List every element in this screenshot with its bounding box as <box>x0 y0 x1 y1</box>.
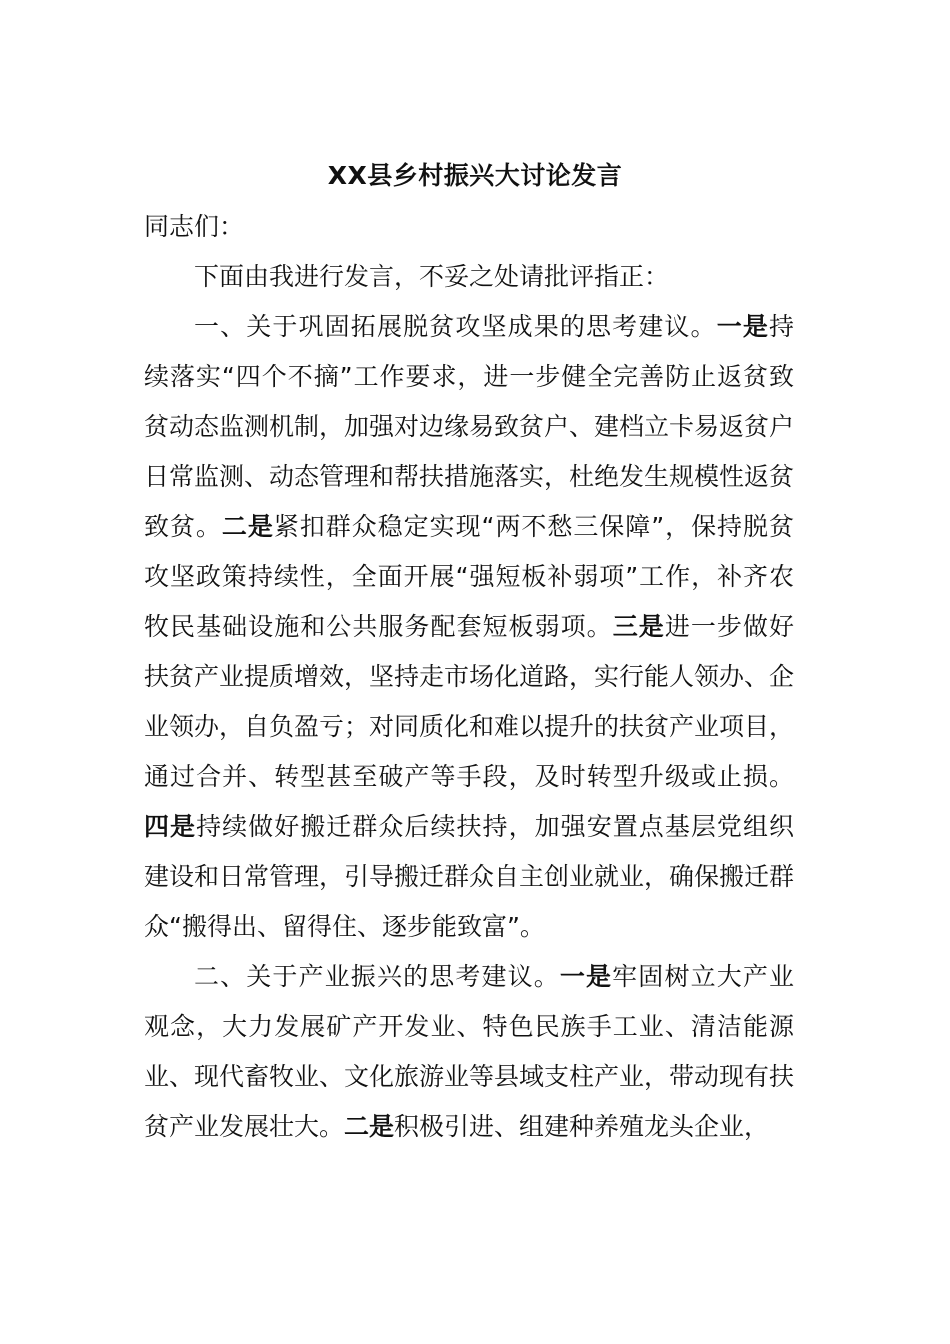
section-2-paragraph <box>144 952 794 1152</box>
section-1-label-1: 一是 <box>716 312 769 341</box>
document-body <box>144 202 794 1152</box>
section-1-point-2: 紧扣群众稳定实现“两不愁三保障”，保持脱贫攻坚政策持续性，全面开展“强短板补弱项”工作，补齐农牧民基础设施和公共服务配套短板弱项。 <box>144 512 794 641</box>
section-1-point-3: 进一步做好扶贫产业提质增效，坚持走市场化道路，实行能人领办、企业领办，自负盈亏；对同质化和难以提升的扶贫产业项目，通过合并、转型甚至破产等手段，及时转型升级或止损。 <box>144 612 795 791</box>
document-title: XX县乡村振兴大讨论发言 <box>327 161 623 190</box>
intro-paragraph: 下面由我进行发言，不妥之处请批评指正： <box>194 262 670 291</box>
section-1-label-4: 四是 <box>144 812 197 841</box>
section-2-point-2: 积极引进、组建种养殖龙头企业， <box>394 1112 770 1141</box>
section-1-point-4: 持续做好搬迁群众后续扶持，加强安置点基层党组织建设和日常管理，引导搬迁群众自主创业就业，确保搬迁群众“搬得出、留得住、逐步能致富”。 <box>144 812 795 941</box>
section-1-paragraph <box>144 302 794 952</box>
section-2-label-1: 一是 <box>559 962 613 991</box>
section-2-point-1: 牢固树立大产业观念，大力发展矿产开发业、特色民族手工业、清洁能源业、现代畜牧业、文化旅游业等县域支柱产业，带动现有扶贫产业发展壮大。 <box>144 962 795 1141</box>
section-1-label-3: 三是 <box>612 612 665 641</box>
salutation: 同志们： <box>144 212 245 241</box>
section-1-heading: 一、关于巩固拓展脱贫攻坚成果的思考建议。 <box>194 312 717 341</box>
section-2-heading: 二、关于产业振兴的思考建议。 <box>194 962 560 991</box>
section-1-label-2: 二是 <box>221 512 274 541</box>
section-1-point-1: 持续落实“四个不摘”工作要求，进一步健全完善防止返贫致贫动态监测机制，加强对边缘易致贫户、建档立卡易返贫户日常监测、动态管理和帮扶措施落实，杜绝发生规模性返贫致贫。 <box>144 312 795 541</box>
section-2-label-2: 二是 <box>344 1112 395 1141</box>
